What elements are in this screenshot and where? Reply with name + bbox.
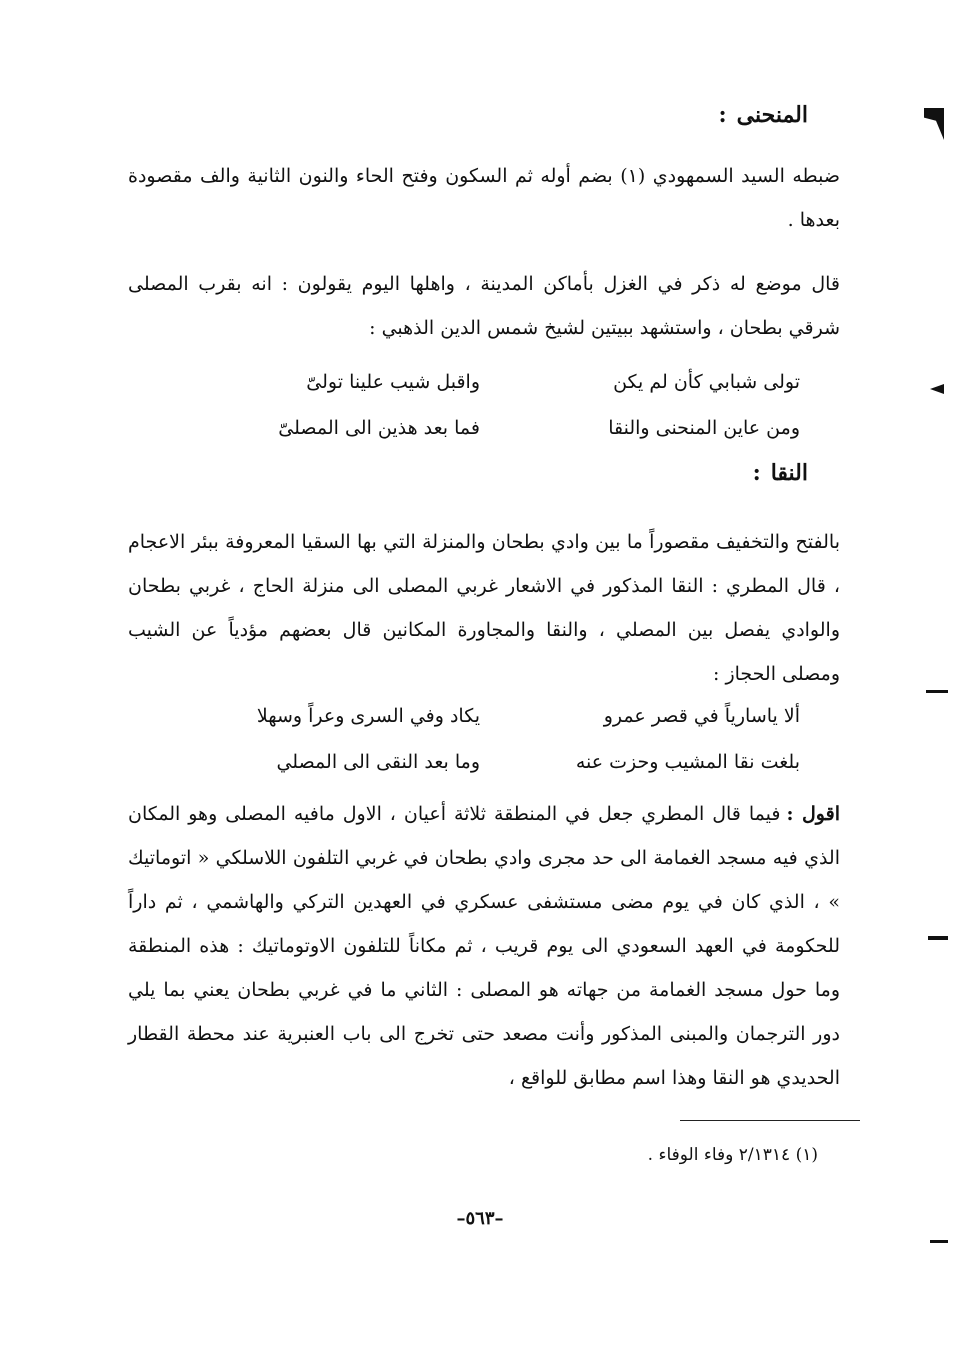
- verse-first-hemistich: تولى شبابي كأن لم يكن: [613, 371, 800, 393]
- verse-first-hemistich: بلغت نقا المشيب وحزت عنه: [575, 751, 800, 773]
- heading-colon: :: [718, 102, 727, 128]
- paragraph-aqul: [128, 792, 840, 1100]
- verse-second-hemistich: فما بعد هذين الى المصلىّ: [278, 417, 480, 439]
- paragraph-munhana-2: قال موضع له ذكر في الغزل بأماكن المدينة ، واهلها اليوم يقولون : انه بقرب المصلى شرقي بطحان ، واستشهد ببيتين لشيخ شمس الدين الذهبي :: [128, 273, 841, 339]
- heading-colon: :: [752, 460, 761, 486]
- paragraph-naqa-1: بالفتح والتخفيف مقصوراً ما بين وادي بطحان والمنزلة التي بها السقيا المعروفة ببئر الاعجام ، قال المطري : النقا المذكور في الاشعار غربي المصلى الى منزلة الحاج ، غربي بطحان والوادي يفصل بين المصلي ، والنقا والمجاورة المكانين قال بعضهم مؤدياً عن الشيب ومصلى الحجاز :: [128, 531, 840, 685]
- page-number: –٥٦٣–: [456, 1208, 504, 1229]
- verse-line: [180, 742, 800, 782]
- verse-line: [180, 696, 800, 736]
- footnote-rule: [680, 1120, 860, 1121]
- scan-mark: [928, 936, 948, 940]
- scan-mark: [930, 384, 944, 394]
- paragraph-aqul-text: فيما قال المطري جعل في المنطقة ثلاثة أعيان ، الاول مافيه المصلى وهو المكان الذي فيه مسجد الغمامة الى حد مجرى وادي بطحان في غربي التلفون اللاسلكي « اتوماتيك » ، الذي كان في يوم مضى مستشفى عسكري في العهدين التركي والهاشمي ، ثم داراً للحكومة في العهد السعودي الى يوم قريب ، ثم مكاناً للتلفون الاوتوماتيك : هذه المنطقة وما حول مسجد الغمامة من جهاته هو المصلى : الثاني ما في غربي بطحان يعني بما يلي دور الترجمان والمبنى المذكور وأنت مصعد حتى تخرج الى باب العنبرية عند محطة القطار الحديدي هو النقا وهذا اسم مطابق للواقع ،: [128, 803, 840, 1089]
- paragraph-lead-word: اقول :: [786, 803, 840, 825]
- scan-mark: [930, 1240, 948, 1243]
- section-heading-munhana: [719, 100, 808, 130]
- verse-first-hemistich: ألا ياسارياً في قصر عمرو: [603, 705, 800, 727]
- verse-first-hemistich: ومن عاين المنحنى والنقا: [608, 417, 800, 439]
- verse-line: [180, 408, 800, 448]
- verse-second-hemistich: يكاد وفي السرى وعراً وسهلا: [256, 705, 480, 727]
- verse-second-hemistich: وما بعد النقى الى المصلي: [276, 751, 480, 773]
- paragraph-munhana-1: ضبطه السيد السمهودي (١) بضم أوله ثم السكون وفتح الحاء والنون الثانية والف مقصودة بعدها .: [128, 165, 840, 231]
- section-heading-naqa: [753, 458, 808, 488]
- heading-text: النقا: [770, 460, 808, 486]
- verse-second-hemistich: واقبل شيب علينا تولىّ: [306, 371, 480, 393]
- heading-text: المنحنى: [736, 102, 808, 128]
- scan-mark: [924, 108, 944, 140]
- verse-line: [180, 362, 800, 402]
- footnote: (١) ٢/١٣١٤ وفاء الوفاء .: [647, 1145, 818, 1165]
- scan-mark: [926, 690, 948, 693]
